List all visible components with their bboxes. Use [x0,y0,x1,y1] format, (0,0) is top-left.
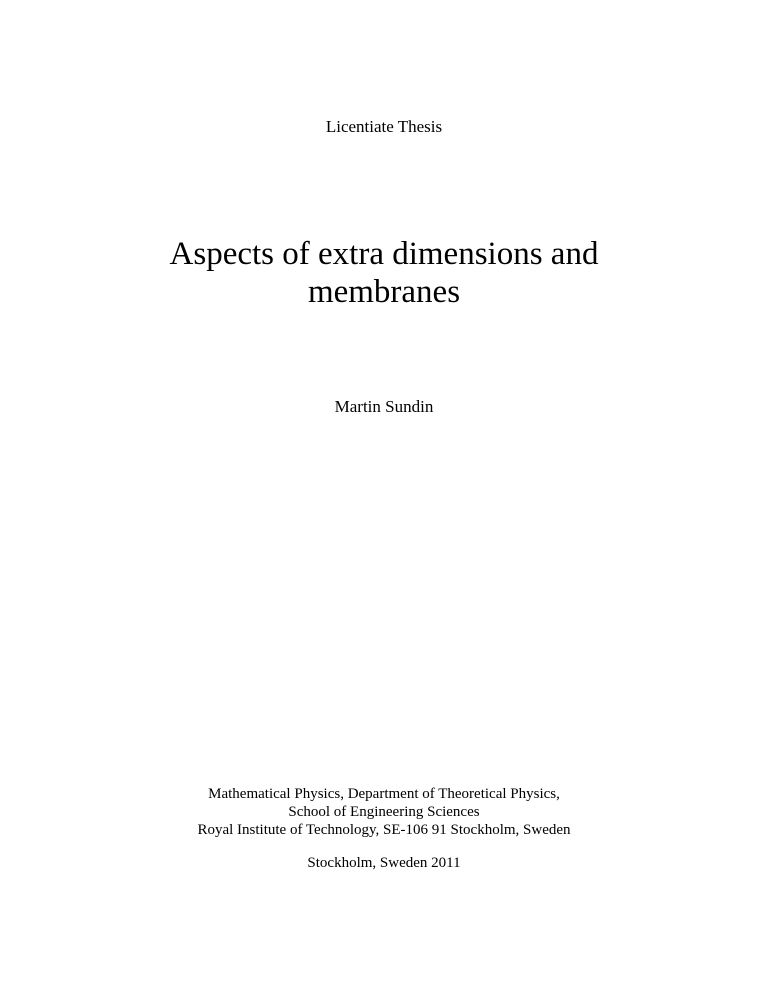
affiliation-block [0,785,768,839]
title-line-2: membranes [307,274,461,310]
thesis-type: Licentiate Thesis [325,117,443,136]
affiliation-line-3: Royal Institute of Technology, SE-106 91 Stockholm, Sweden [197,822,571,838]
author-name: Martin Sundin [334,397,434,416]
place-date: Stockholm, Sweden 2011 [307,855,461,871]
affiliation-line-2: School of Engineering Sciences [288,804,480,820]
title-line-1: Aspects of extra dimensions and [169,236,599,272]
affiliation-line-1: Mathematical Physics, Department of Theoretical Physics, [208,786,560,802]
thesis-title [0,235,768,311]
